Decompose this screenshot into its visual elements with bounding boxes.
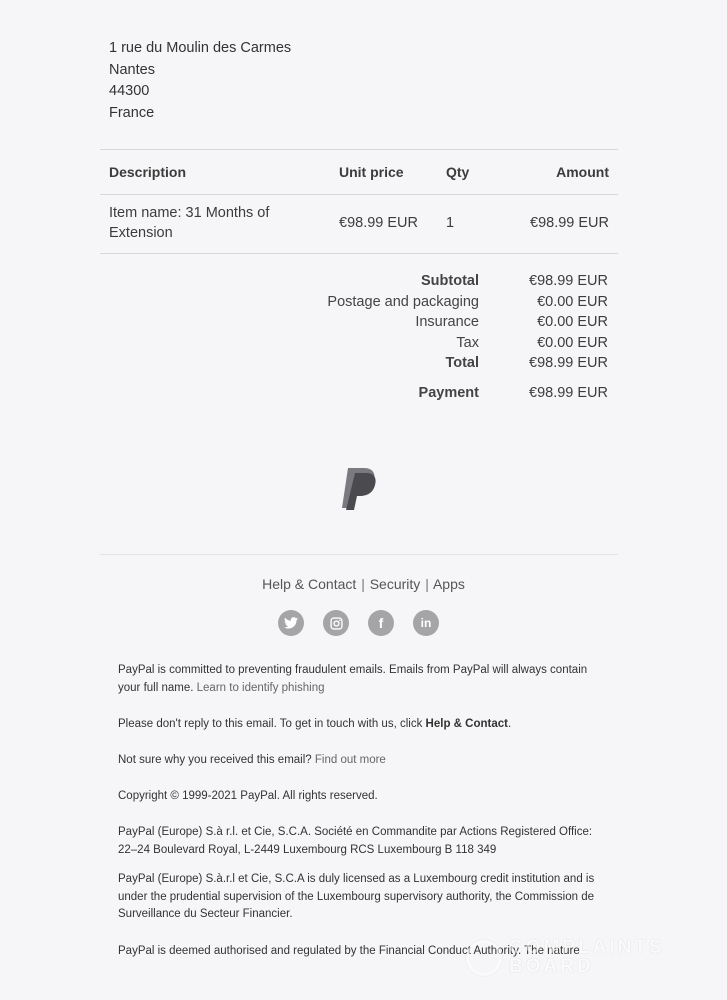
learn-phishing-link[interactable]: Learn to identify phishing (196, 681, 325, 694)
table-row (100, 195, 618, 253)
item-amount: €98.99 EUR (530, 215, 609, 231)
copyright-text: Copyright © 1999-2021 PayPal. All rights reserved. (118, 790, 378, 802)
subtotal-row (280, 273, 610, 294)
instagram-icon[interactable] (323, 610, 349, 636)
total-row (280, 355, 610, 376)
total-label: Total (445, 355, 479, 372)
link-separator: | (361, 576, 365, 592)
watermark (466, 937, 686, 977)
tax-row (280, 335, 610, 356)
header-qty: Qty (446, 164, 470, 180)
table-header (100, 150, 618, 194)
address-line-street: 1 rue du Moulin des Carmes (109, 40, 292, 56)
postage-label: Postage and packaging (327, 293, 479, 310)
item-unit-price: €98.99 EUR (339, 215, 418, 231)
postage-row (280, 294, 610, 315)
address-line-country: France (109, 104, 155, 121)
find-out-more-link[interactable]: Find out more (314, 754, 386, 766)
address-line-postcode: 44300 (109, 83, 150, 99)
twitter-icon[interactable] (278, 610, 304, 636)
why-received-text: Not sure why you received this email? (118, 754, 312, 766)
registered-office-text: PayPal (Europe) S.à r.l. et Cie, S.C.A. Société en Commandite par Actions Registered Office: 22–24 Boulevard Royal, L-2449 Luxembourg RCS Luxembourg B 118 349 (118, 826, 593, 856)
tax-value: €0.00 EUR (537, 334, 608, 351)
watermark-logo-icon (466, 940, 502, 976)
item-description-line2: Extension (109, 225, 173, 241)
social-links (278, 610, 439, 636)
footer-divider (100, 554, 618, 555)
total-value: €98.99 EUR (529, 355, 608, 372)
insurance-label: Insurance (415, 314, 479, 331)
apps-link[interactable]: Apps (432, 576, 465, 592)
help-contact-inline-link[interactable]: Help & Contact (425, 718, 508, 730)
facebook-icon[interactable]: f (368, 610, 394, 636)
header-description: Description (109, 164, 187, 180)
help-contact-link[interactable]: Help & Contact (262, 576, 357, 592)
phishing-notice (118, 662, 608, 697)
subtotal-label: Subtotal (421, 273, 479, 289)
paypal-logo-icon (339, 465, 379, 511)
postage-value: €0.00 EUR (537, 293, 608, 310)
no-reply-notice (118, 716, 608, 734)
watermark-line1: COMPLAINTS (509, 937, 665, 958)
security-link[interactable]: Security (369, 576, 421, 592)
address-line-city: Nantes (109, 61, 155, 78)
header-unit-price: Unit price (339, 164, 404, 180)
linkedin-icon[interactable]: in (413, 610, 439, 636)
watermark-line2: BOARD (509, 956, 594, 977)
header-amount: Amount (556, 164, 609, 180)
why-received-notice (118, 752, 608, 770)
subtotal-value: €98.99 EUR (529, 273, 608, 289)
payment-label: Payment (418, 384, 479, 401)
item-description-line1: Item name: 31 Months of (109, 205, 270, 221)
no-reply-text: Please don't reply to this email. To get in touch with us, click (118, 718, 423, 730)
items-table (100, 149, 618, 254)
link-separator: | (425, 576, 429, 592)
tax-label: Tax (456, 334, 479, 351)
no-reply-period: . (507, 718, 512, 730)
payment-value: €98.99 EUR (529, 384, 608, 401)
footer-links (0, 576, 727, 592)
phishing-notice-text: PayPal is committed to preventing fraudulent emails. Emails from PayPal will always contain your full name. (118, 664, 588, 694)
payment-row (280, 385, 610, 406)
regulation-text: PayPal is deemed authorised and regulated by the Financial Conduct Authority. The nature (118, 945, 580, 957)
totals-section (280, 273, 610, 406)
shipping-address (109, 38, 291, 124)
insurance-value: €0.00 EUR (537, 314, 608, 331)
license-text: PayPal (Europe) S.à.r.l et Cie, S.C.A is duly licensed as a Luxembourg credit institution and is under the prudential supervision of the Luxembourg supervisory authority, the Commission de Surveillance du Secteur Financier. (118, 873, 595, 920)
item-qty: 1 (446, 215, 455, 231)
insurance-row (280, 314, 610, 335)
